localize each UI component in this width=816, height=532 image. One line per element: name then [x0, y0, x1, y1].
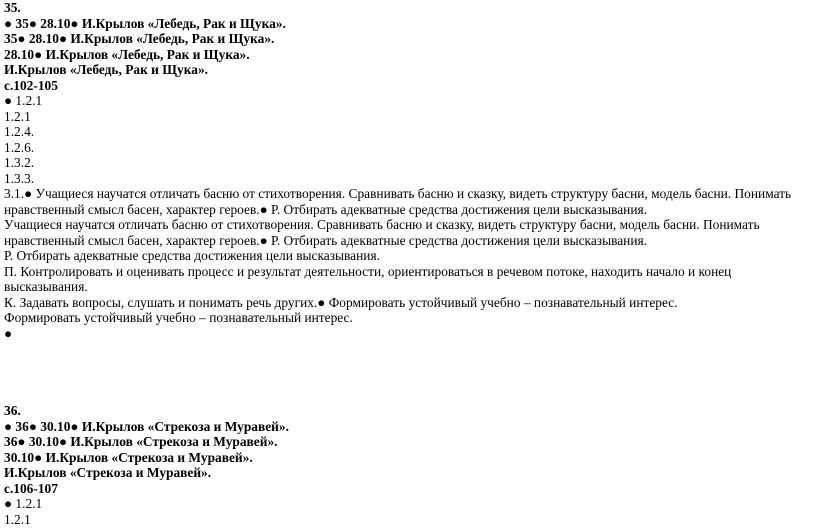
code-line: 1.2.6. — [4, 139, 35, 155]
bullet-mark: ● — [4, 325, 13, 341]
lesson-header-line: 30.10● И.Крылов «Стрекоза и Муравей». — [4, 449, 253, 465]
section-35 — [4, 0, 812, 341]
code-line: 1.2.1 — [4, 511, 31, 527]
code-line: 1.2.4. — [4, 124, 35, 139]
regulatory-paragraph: Р. Отбирать адекватные средства достижения цели высказывания. — [4, 248, 380, 263]
section-36 — [4, 403, 812, 527]
lesson-pages: с.106-107 — [4, 480, 58, 496]
code-line: 1.3.3. — [4, 170, 35, 186]
lesson-header-line: 36● 30.10● И.Крылов «Стрекоза и Муравей». — [4, 434, 278, 449]
lesson-number: 35. — [4, 0, 21, 15]
lesson-header-line: ● 36● 30.10● И.Крылов «Стрекоза и Муравей». — [4, 418, 289, 434]
communicative-paragraph: К. Задавать вопросы, слушать и понимать речь других.● Формировать устойчивый учебно – познавательный интерес. — [4, 294, 678, 310]
lesson-title: И.Крылов «Лебедь, Рак и Щука». — [4, 62, 209, 77]
personal-paragraph: Формировать устойчивый учебно – познавательный интерес. — [4, 310, 353, 325]
outcome-paragraph: 3.1.● Учащиеся научатся отличать басню от стихотворения. Сравнивать басню и сказку, видеть структуру басни, модель басни. Понимать нравственный смысл басен, характер героев.● Р. Отбирать адекватные средства достижения цели высказывания. — [4, 186, 792, 217]
lesson-pages: с.102-105 — [4, 77, 58, 93]
code-line: ● 1.2.1 — [4, 93, 43, 108]
lesson-header-line: 35● 28.10● И.Крылов «Лебедь, Рак и Щука». — [4, 31, 275, 46]
lesson-header-line: ● 35● 28.10● И.Крылов «Лебедь, Рак и Щука». — [4, 15, 286, 31]
code-line: ● 1.2.1 — [4, 496, 43, 511]
lesson-title: И.Крылов «Стрекоза и Муравей». — [4, 465, 212, 480]
code-line: 1.2.1 — [4, 108, 31, 124]
lesson-number: 36. — [4, 403, 21, 418]
cognitive-paragraph: П. Контролировать и оценивать процесс и результат деятельности, ориентироваться в речевом потоке, находить начало и конец высказывания. — [4, 263, 732, 294]
lesson-header-line: 28.10● И.Крылов «Лебедь, Рак и Щука». — [4, 46, 250, 62]
code-line: 1.3.2. — [4, 155, 35, 170]
outcome-paragraph: Учащиеся научатся отличать басню от стихотворения. Сравнивать басню и сказку, видеть структуру басни, модель басни. Понимать нравственный смысл басен, характер героев.● Р. Отбирать адекватные средства достижения цели высказывания. — [4, 217, 760, 248]
section-spacer — [4, 341, 812, 403]
document-page — [4, 0, 812, 527]
